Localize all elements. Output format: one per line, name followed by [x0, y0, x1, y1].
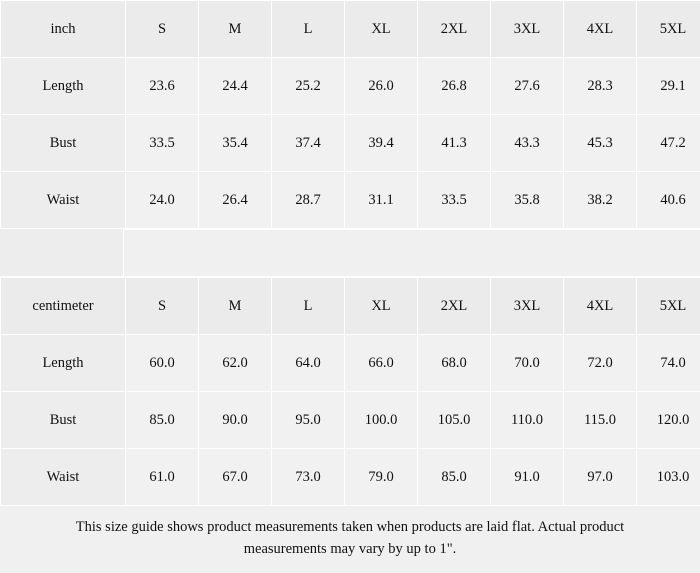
- cell-cm-length-4xl: 72.0: [564, 335, 637, 392]
- table-row: [1, 115, 700, 172]
- cell-cm-length-5xl: 74.0: [637, 335, 700, 392]
- size-header-4xl: 4XL: [564, 278, 637, 335]
- cell-inch-length-4xl: 28.3: [564, 58, 637, 115]
- size-header-s: S: [126, 278, 199, 335]
- cell-cm-length-xl: 66.0: [345, 335, 418, 392]
- cell-cm-bust-m: 90.0: [199, 392, 272, 449]
- size-header-l: L: [272, 1, 345, 58]
- size-header-3xl: 3XL: [491, 278, 564, 335]
- cell-cm-length-2xl: 68.0: [418, 335, 491, 392]
- table-header-row: [1, 1, 700, 58]
- cell-cm-bust-xl: 100.0: [345, 392, 418, 449]
- cell-inch-bust-5xl: 47.2: [637, 115, 700, 172]
- cell-inch-waist-4xl: 38.2: [564, 172, 637, 229]
- cell-cm-bust-4xl: 115.0: [564, 392, 637, 449]
- measure-label-bust: Bust: [1, 392, 126, 449]
- size-header-s: S: [126, 1, 199, 58]
- cell-inch-length-2xl: 26.8: [418, 58, 491, 115]
- divider-left-block: [0, 229, 124, 277]
- cell-inch-length-s: 23.6: [126, 58, 199, 115]
- cell-cm-bust-l: 95.0: [272, 392, 345, 449]
- measure-label-waist: Waist: [1, 449, 126, 506]
- size-header-m: M: [199, 278, 272, 335]
- measure-label-bust: Bust: [1, 115, 126, 172]
- cell-cm-length-s: 60.0: [126, 335, 199, 392]
- cell-cm-waist-l: 73.0: [272, 449, 345, 506]
- cell-cm-length-m: 62.0: [199, 335, 272, 392]
- size-header-3xl: 3XL: [491, 1, 564, 58]
- cell-inch-length-m: 24.4: [199, 58, 272, 115]
- note-line-2: measurements may vary by up to 1".: [24, 538, 676, 560]
- cell-cm-length-l: 64.0: [272, 335, 345, 392]
- measure-label-length: Length: [1, 58, 126, 115]
- unit-label-centimeter: centimeter: [1, 278, 126, 335]
- size-table-inch: [0, 0, 700, 229]
- cell-inch-bust-s: 33.5: [126, 115, 199, 172]
- size-table-centimeter: [0, 277, 700, 506]
- table-divider: [0, 229, 700, 277]
- cell-inch-bust-4xl: 45.3: [564, 115, 637, 172]
- cell-cm-waist-xl: 79.0: [345, 449, 418, 506]
- size-header-2xl: 2XL: [418, 1, 491, 58]
- size-header-m: M: [199, 1, 272, 58]
- cell-inch-bust-l: 37.4: [272, 115, 345, 172]
- size-header-xl: XL: [345, 1, 418, 58]
- cell-cm-waist-3xl: 91.0: [491, 449, 564, 506]
- size-header-2xl: 2XL: [418, 278, 491, 335]
- cell-inch-waist-m: 26.4: [199, 172, 272, 229]
- cell-inch-waist-2xl: 33.5: [418, 172, 491, 229]
- size-header-l: L: [272, 278, 345, 335]
- cell-cm-bust-3xl: 110.0: [491, 392, 564, 449]
- cell-inch-waist-l: 28.7: [272, 172, 345, 229]
- cell-inch-length-3xl: 27.6: [491, 58, 564, 115]
- cell-cm-waist-m: 67.0: [199, 449, 272, 506]
- cell-inch-waist-s: 24.0: [126, 172, 199, 229]
- cell-cm-length-3xl: 70.0: [491, 335, 564, 392]
- measure-label-length: Length: [1, 335, 126, 392]
- unit-label-inch: inch: [1, 1, 126, 58]
- cell-inch-bust-xl: 39.4: [345, 115, 418, 172]
- cell-inch-bust-2xl: 41.3: [418, 115, 491, 172]
- cell-cm-waist-s: 61.0: [126, 449, 199, 506]
- cell-inch-length-5xl: 29.1: [637, 58, 700, 115]
- cell-cm-waist-5xl: 103.0: [637, 449, 700, 506]
- cell-inch-waist-5xl: 40.6: [637, 172, 700, 229]
- size-header-4xl: 4XL: [564, 1, 637, 58]
- size-header-xl: XL: [345, 278, 418, 335]
- size-header-5xl: 5XL: [637, 278, 700, 335]
- cell-inch-bust-3xl: 43.3: [491, 115, 564, 172]
- cell-cm-bust-5xl: 120.0: [637, 392, 700, 449]
- cell-cm-waist-2xl: 85.0: [418, 449, 491, 506]
- cell-inch-waist-xl: 31.1: [345, 172, 418, 229]
- cell-inch-bust-m: 35.4: [199, 115, 272, 172]
- cell-cm-bust-s: 85.0: [126, 392, 199, 449]
- cell-inch-length-xl: 26.0: [345, 58, 418, 115]
- table-row: [1, 335, 700, 392]
- table-header-row: [1, 278, 700, 335]
- cell-cm-bust-2xl: 105.0: [418, 392, 491, 449]
- divider-line-bottom: [0, 276, 700, 277]
- cell-cm-waist-4xl: 97.0: [564, 449, 637, 506]
- table-row: [1, 58, 700, 115]
- table-row: [1, 392, 700, 449]
- note-line-1: This size guide shows product measurements taken when products are laid flat. Actual product: [24, 516, 676, 538]
- table-row: [1, 449, 700, 506]
- cell-inch-length-l: 25.2: [272, 58, 345, 115]
- table-row: [1, 172, 700, 229]
- cell-inch-waist-3xl: 35.8: [491, 172, 564, 229]
- measure-label-waist: Waist: [1, 172, 126, 229]
- size-guide-note: [0, 506, 700, 573]
- size-header-5xl: 5XL: [637, 1, 700, 58]
